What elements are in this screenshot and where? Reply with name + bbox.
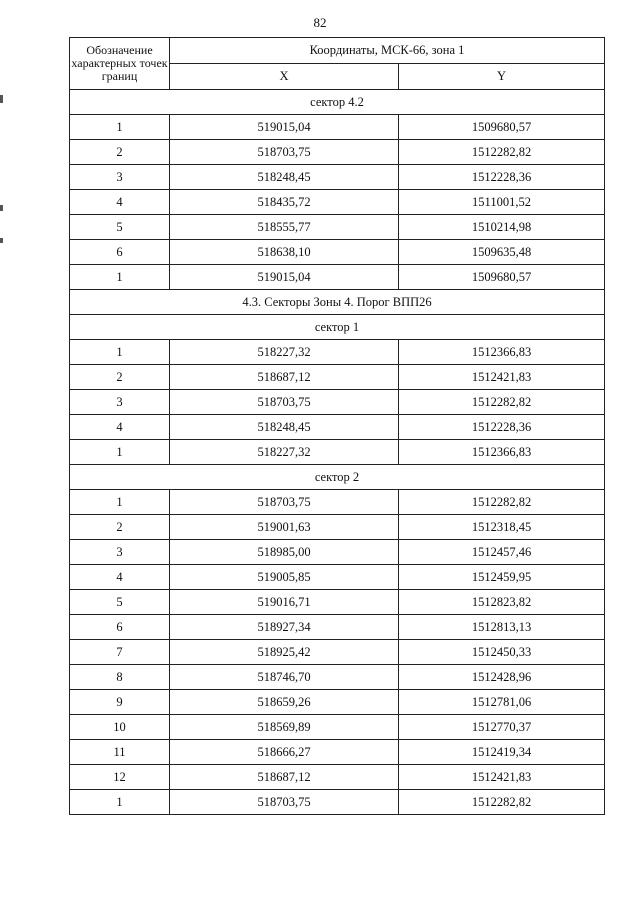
point-cell: 1 <box>70 340 170 365</box>
table-row <box>70 565 605 590</box>
table-row <box>70 740 605 765</box>
y-cell: 1512459,95 <box>399 565 605 590</box>
y-cell: 1512366,83 <box>399 440 605 465</box>
section-heading-row <box>70 290 605 315</box>
point-cell: 1 <box>70 790 170 815</box>
y-cell: 1512282,82 <box>399 140 605 165</box>
y-cell: 1509680,57 <box>399 115 605 140</box>
scan-edge-mark <box>0 238 3 243</box>
point-cell: 3 <box>70 390 170 415</box>
x-header: X <box>170 64 399 90</box>
x-cell: 518569,89 <box>170 715 399 740</box>
point-cell: 4 <box>70 190 170 215</box>
section-title-row <box>70 465 605 490</box>
y-cell: 1512282,82 <box>399 490 605 515</box>
point-cell: 9 <box>70 690 170 715</box>
table-row <box>70 615 605 640</box>
section-title: сектор 4.2 <box>70 90 605 115</box>
point-cell: 3 <box>70 540 170 565</box>
x-cell: 519015,04 <box>170 265 399 290</box>
y-cell: 1512457,46 <box>399 540 605 565</box>
scan-edge-mark <box>0 205 3 211</box>
y-cell: 1509680,57 <box>399 265 605 290</box>
x-cell: 518703,75 <box>170 390 399 415</box>
point-cell: 1 <box>70 440 170 465</box>
table-row <box>70 415 605 440</box>
y-cell: 1512421,83 <box>399 365 605 390</box>
y-cell: 1511001,52 <box>399 190 605 215</box>
page-number: 82 <box>313 15 327 30</box>
x-cell: 519016,71 <box>170 590 399 615</box>
point-cell: 1 <box>70 490 170 515</box>
table-row <box>70 340 605 365</box>
table-row <box>70 165 605 190</box>
table-row <box>70 665 605 690</box>
x-cell: 518703,75 <box>170 790 399 815</box>
section-title: сектор 2 <box>70 465 605 490</box>
x-cell: 518248,45 <box>170 415 399 440</box>
designation-header: Обозначение характерных точек границ <box>70 38 170 90</box>
table-row <box>70 640 605 665</box>
y-cell: 1512366,83 <box>399 340 605 365</box>
y-cell: 1510214,98 <box>399 215 605 240</box>
x-cell: 518703,75 <box>170 140 399 165</box>
y-cell: 1512228,36 <box>399 165 605 190</box>
point-cell: 6 <box>70 615 170 640</box>
x-cell: 518687,12 <box>170 765 399 790</box>
y-header: Y <box>399 64 605 90</box>
x-cell: 518927,34 <box>170 615 399 640</box>
y-cell: 1512428,96 <box>399 665 605 690</box>
point-cell: 2 <box>70 515 170 540</box>
point-cell: 2 <box>70 365 170 390</box>
x-cell: 518687,12 <box>170 365 399 390</box>
table-row <box>70 515 605 540</box>
y-cell: 1512282,82 <box>399 790 605 815</box>
point-cell: 10 <box>70 715 170 740</box>
point-cell: 5 <box>70 215 170 240</box>
point-cell: 1 <box>70 115 170 140</box>
x-cell: 518638,10 <box>170 240 399 265</box>
table-row <box>70 240 605 265</box>
y-cell: 1512813,13 <box>399 615 605 640</box>
table-row <box>70 765 605 790</box>
y-cell: 1512823,82 <box>399 590 605 615</box>
point-cell: 2 <box>70 140 170 165</box>
table-row <box>70 490 605 515</box>
x-cell: 518248,45 <box>170 165 399 190</box>
x-cell: 518227,32 <box>170 340 399 365</box>
x-cell: 518985,00 <box>170 540 399 565</box>
x-cell: 518659,26 <box>170 690 399 715</box>
table-row <box>70 715 605 740</box>
x-cell: 518666,27 <box>170 740 399 765</box>
table-body <box>70 90 605 815</box>
table-row <box>70 790 605 815</box>
x-cell: 519015,04 <box>170 115 399 140</box>
y-cell: 1509635,48 <box>399 240 605 265</box>
y-cell: 1512282,82 <box>399 390 605 415</box>
table-row <box>70 540 605 565</box>
section-title: сектор 1 <box>70 315 605 340</box>
x-cell: 518703,75 <box>170 490 399 515</box>
point-cell: 8 <box>70 665 170 690</box>
table-header <box>70 38 605 90</box>
coordinates-table <box>69 37 605 815</box>
point-cell: 1 <box>70 265 170 290</box>
section-heading: 4.3. Секторы Зоны 4. Порог ВПП26 <box>70 290 605 315</box>
table-row <box>70 140 605 165</box>
y-cell: 1512419,34 <box>399 740 605 765</box>
table-row <box>70 265 605 290</box>
x-cell: 518435,72 <box>170 190 399 215</box>
table-row <box>70 440 605 465</box>
point-cell: 3 <box>70 165 170 190</box>
point-cell: 11 <box>70 740 170 765</box>
point-cell: 5 <box>70 590 170 615</box>
table-row <box>70 690 605 715</box>
x-cell: 519001,63 <box>170 515 399 540</box>
y-cell: 1512318,45 <box>399 515 605 540</box>
section-title-row <box>70 315 605 340</box>
x-cell: 519005,85 <box>170 565 399 590</box>
x-cell: 518555,77 <box>170 215 399 240</box>
y-cell: 1512450,33 <box>399 640 605 665</box>
table-row <box>70 215 605 240</box>
table-row <box>70 590 605 615</box>
coords-header: Координаты, МСК-66, зона 1 <box>170 38 605 64</box>
point-cell: 6 <box>70 240 170 265</box>
y-cell: 1512770,37 <box>399 715 605 740</box>
point-cell: 4 <box>70 415 170 440</box>
y-cell: 1512421,83 <box>399 765 605 790</box>
section-title-row <box>70 90 605 115</box>
point-cell: 7 <box>70 640 170 665</box>
x-cell: 518746,70 <box>170 665 399 690</box>
x-cell: 518227,32 <box>170 440 399 465</box>
table-row <box>70 390 605 415</box>
x-cell: 518925,42 <box>170 640 399 665</box>
y-cell: 1512228,36 <box>399 415 605 440</box>
point-cell: 12 <box>70 765 170 790</box>
point-cell: 4 <box>70 565 170 590</box>
table-row <box>70 190 605 215</box>
scan-edge-mark <box>0 95 3 103</box>
table-row <box>70 365 605 390</box>
y-cell: 1512781,06 <box>399 690 605 715</box>
table-row <box>70 115 605 140</box>
